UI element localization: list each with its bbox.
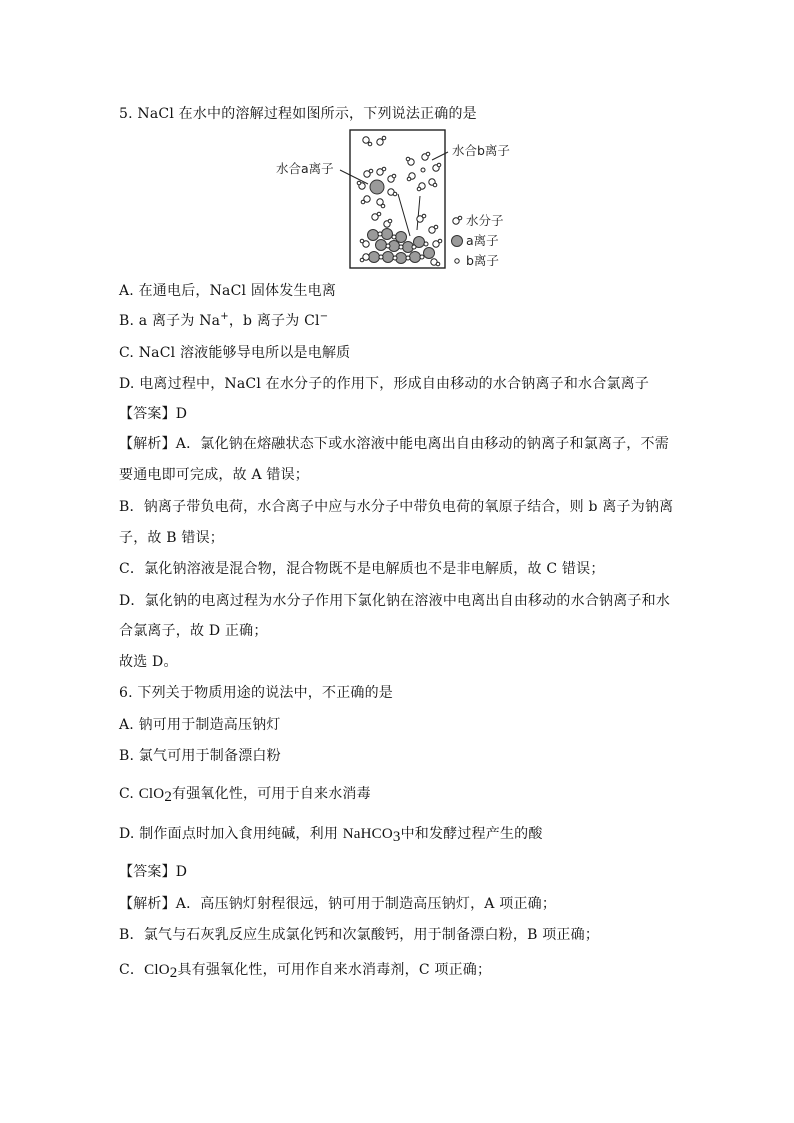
legend-a: a离子 [466,233,499,248]
q5-option-d: D. 电离过程中，NaCl 在水分子的作用下，形成自由移动的水合钠离子和水合氯离子 [119,376,650,392]
q6-option-d: D. 制作面点时加入食用纯碱，利用 NaHCO$_3$中和发酵过程产生的酸 [119,826,543,845]
q5-explanation-3: B．钠离子带负电荷，水合离子中应与水分子中带负电荷的氧原子结合，则 b 离子为钠离 [119,499,674,515]
q5-explanation-5: C．氯化钠溶液是混合物，混合物既不是电解质也不是非电解质，故 C 错误； [119,561,605,577]
q5-explanation-1: 【解析】A．氯化钠在熔融状态下或水溶液中能电离出自由移动的钠离子和氯离子，不需 [119,436,669,452]
q6-explanation-2: B．氯气与石灰乳反应生成氯化钙和次氯酸钙，用于制备漂白粉，B 项正确； [119,927,600,943]
q5-explanation-8: 故选 D。 [119,654,178,670]
legend-b: b离子 [466,253,499,268]
q5-explanation-4: 子，故 B 错误； [119,530,224,546]
label-hydrated-b: 水合b离子 [452,143,510,158]
q6-answer: 【答案】D [119,864,188,880]
legend [452,213,504,268]
q5-explanation-2: 要通电即可完成，故 A 错误； [119,467,310,483]
q6-option-b: B. 氯气可用于制备漂白粉 [119,748,281,764]
nacl-dissolution-figure [270,126,530,276]
legend-water: 水分子 [466,213,504,228]
q5-stem: 5. NaCl 在水中的溶解过程如图所示，下列说法正确的是 [119,106,477,122]
q6-option-a: A. 钠可用于制造高压钠灯 [119,717,281,733]
q5-option-b: B. a 离子为 Na+，b 离子为 Cl− [119,311,329,329]
q5-option-a: A. 在通电后，NaCl 固体发生电离 [119,283,337,299]
q5-explanation-6: D．氯化钠的电离过程为水分子作用下氯化钠在溶液中电离出自由移动的水合钠离子和水 [119,593,671,609]
q5-answer: 【答案】D [119,406,188,422]
hydrated-a-ion [370,180,384,194]
q5-option-c: C. NaCl 溶液能够导电所以是电解质 [119,345,351,361]
q6-stem: 6. 下列关于物质用途的说法中，不正确的是 [119,685,394,701]
q6-explanation-3: C．ClO$_2$具有强氧化性，可用作自来水消毒剂，C 项正确； [119,962,492,981]
q6-option-c: C. ClO$_2$有强氧化性，可用于自来水消毒 [119,786,371,805]
label-hydrated-a: 水合a离子 [276,161,334,176]
q6-explanation-1: 【解析】A．高压钠灯射程很远，钠可用于制造高压钠灯，A 项正确； [119,896,557,912]
q5-explanation-7: 合氯离子，故 D 正确； [119,623,268,639]
